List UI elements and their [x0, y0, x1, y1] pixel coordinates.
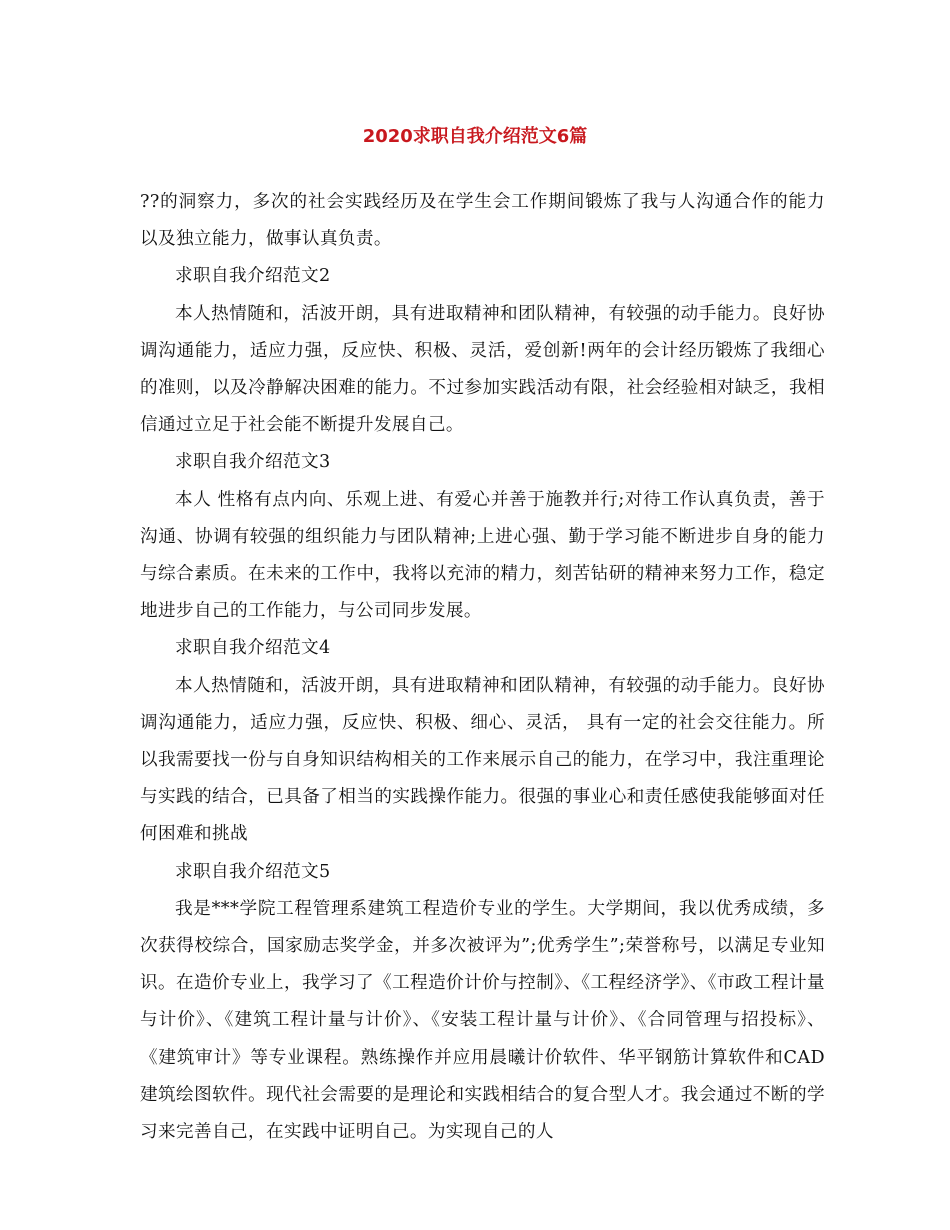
section-paragraph: 本人热情随和，活波开朗，具有进取精神和团队精神，有较强的动手能力。良好协调沟通能力，适应力强，反应快、积极、细心、灵活， 具有一定的社会交往能力。所以我需要找一份与自身知识结构相关的工作来展示自己的能力，在学习中，我注重理论与实践的结合，已具备了相当的实践操作能力。很强的事业心和责任感使我能够面对任何困难和挑战: [140, 675, 825, 845]
section-heading: 求职自我介绍范文4: [175, 638, 331, 659]
document-body: [140, 184, 825, 1151]
section-heading: 求职自我介绍范文5: [175, 861, 331, 882]
section-paragraph: 本人热情随和，活波开朗，具有进取精神和团队精神，有较强的动手能力。良好协调沟通能力，适应力强，反应快、积极、灵活，爱创新!两年的会计经历锻炼了我细心的准则，以及冷静解决困难的能力。不过参加实践活动有限，社会经验相对缺乏，我相信通过立足于社会能不断提升发展自己。: [140, 303, 825, 436]
section-heading: 求职自我介绍范文2: [175, 266, 331, 287]
document-title: 2020求职自我介绍范文6篇: [362, 126, 588, 147]
section-3: [140, 444, 825, 630]
intro-paragraph: ??的洞察力，多次的社会实践经历及在学生会工作期间锻炼了我与人沟通合作的能力以及独立能力，做事认真负责。: [140, 192, 825, 250]
section-heading: 求职自我介绍范文3: [175, 452, 331, 473]
section-paragraph: 本人 性格有点内向、乐观上进、有爱心并善于施教并行;对待工作认真负责，善于沟通、协调有较强的组织能力与团队精神;上进心强、勤于学习能不断进步自身的能力与综合素质。在未来的工作中，我将以充沛的精力，刻苦钻研的精神来努力工作，稳定地进步自己的工作能力，与公司同步发展。: [140, 489, 825, 622]
section-4: [140, 630, 825, 853]
section-5: [140, 854, 825, 1152]
section-2: [140, 258, 825, 444]
section-paragraph: 我是***学院工程管理系建筑工程造价专业的学生。大学期间，我以优秀成绩，多次获得校综合，国家励志奖学金，并多次被评为”;优秀学生”;荣誉称号，以满足专业知识。在造价专业上，我学习了《工程造价计价与控制》、《工程经济学》、《市政工程计量与计价》、《建筑工程计量与计价》、《安装工程计量与计价》、《合同管理与招投标》、《建筑审计》等专业课程。熟练操作并应用晨曦计价软件、华平钢筋计算软件和CAD建筑绘图软件。现代社会需要的是理论和实践相结合的复合型人才。我会通过不断的学习来完善自己，在实践中证明自己。为实现自己的人: [140, 898, 825, 1143]
